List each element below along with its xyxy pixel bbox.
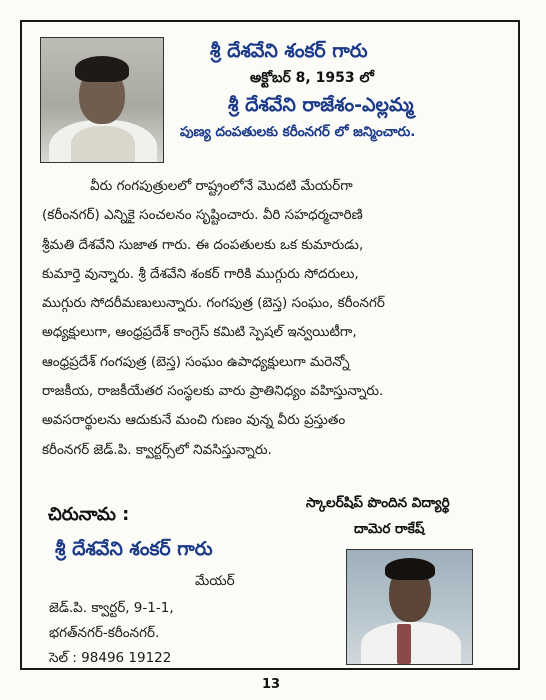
bio-line: కరీంనగర్ జెడ్.పి. క్వార్టర్స్‌లో నివసిస్తున్నారు. <box>42 441 272 458</box>
student-tie <box>397 624 411 664</box>
address-line-1: జెడ్.పి. క్వార్టర్, 9-1-1, <box>49 600 174 616</box>
student-photo <box>346 549 473 665</box>
portrait-photo <box>40 37 164 163</box>
portrait-hair <box>75 56 129 82</box>
bio-line: అవసరార్థులను ఆదుకునే మంచి గుణం వున్న వీరు ప్రస్తుతం <box>42 412 346 429</box>
student-name: దామెర రాకేష్ <box>354 521 425 537</box>
parents-names: శ్రీ దేశవేని రాజేశం-ఎల్లమ్మ <box>228 94 414 116</box>
birth-date-line: అక్టోబర్ 8, 1953 లో <box>250 70 374 86</box>
bio-line: ఆంధ్రప్రదేశ్ గంగపుత్ర (బెస్త) సంఘం ఉపాధ్యక్షులుగా మరెన్నో <box>42 353 350 370</box>
page-number: 13 <box>262 677 281 692</box>
profile-name: శ్రీ దేశవేని శంకర్ గారు <box>210 40 368 62</box>
bio-line: కుమార్తె వున్నారు. శ్రీ దేశవేని శంకర్ గారికి ముగ్గురు సోదరులు, <box>42 265 359 282</box>
bio-line: అధ్యక్షులుగా, ఆంధ్రప్రదేశ్ కాంగ్రెస్ కమిటి స్పెషల్ ఇన్వయిటీగా, <box>42 324 357 341</box>
bio-line: ముగ్గురు సోదరీమణులున్నారు. గంగపుత్ర (బెస్త) సంఘం, కరీంనగర్ <box>42 295 385 312</box>
birthplace-line: పుణ్య దంపతులకు కరీంనగర్ లో జన్మించారు. <box>180 124 416 140</box>
scholarship-caption: స్కాలర్‌షిప్ పొందిన విద్యార్థి <box>306 495 450 511</box>
bio-line: వీరు గంగపుత్రులలో రాష్ట్రంలోనే మొదటి మేయర్‌గా <box>90 178 353 194</box>
phone-line: సెల్ : 98496 19122 <box>49 650 172 666</box>
bio-line: (కరీంనగర్) ఎన్నికై సంచలనం సృష్టించారు. వీరి సహధర్మచారిణి <box>42 207 363 224</box>
bio-line: రాజకీయ, రాజకీయేతర సంస్థలకు వారు ప్రాతినిధ్యం వహిస్తున్నారు. <box>42 383 384 400</box>
address-line-2: భగత్‌నగర్-కరీంనగర్. <box>49 625 160 641</box>
address-designation: మేయర్ <box>195 573 235 589</box>
bio-line: శ్రీమతి దేశవేని సుజాత గారు. ఈ దంపతులకు ఒక కుమారుడు, <box>42 236 364 253</box>
student-shirt <box>361 622 461 665</box>
student-hair <box>385 558 435 580</box>
address-label: చిరునామ : <box>48 504 130 525</box>
biography-paragraph <box>42 172 502 465</box>
address-name: శ్రీ దేశవేని శంకర్ గారు <box>55 538 213 560</box>
portrait-collar <box>71 126 135 163</box>
